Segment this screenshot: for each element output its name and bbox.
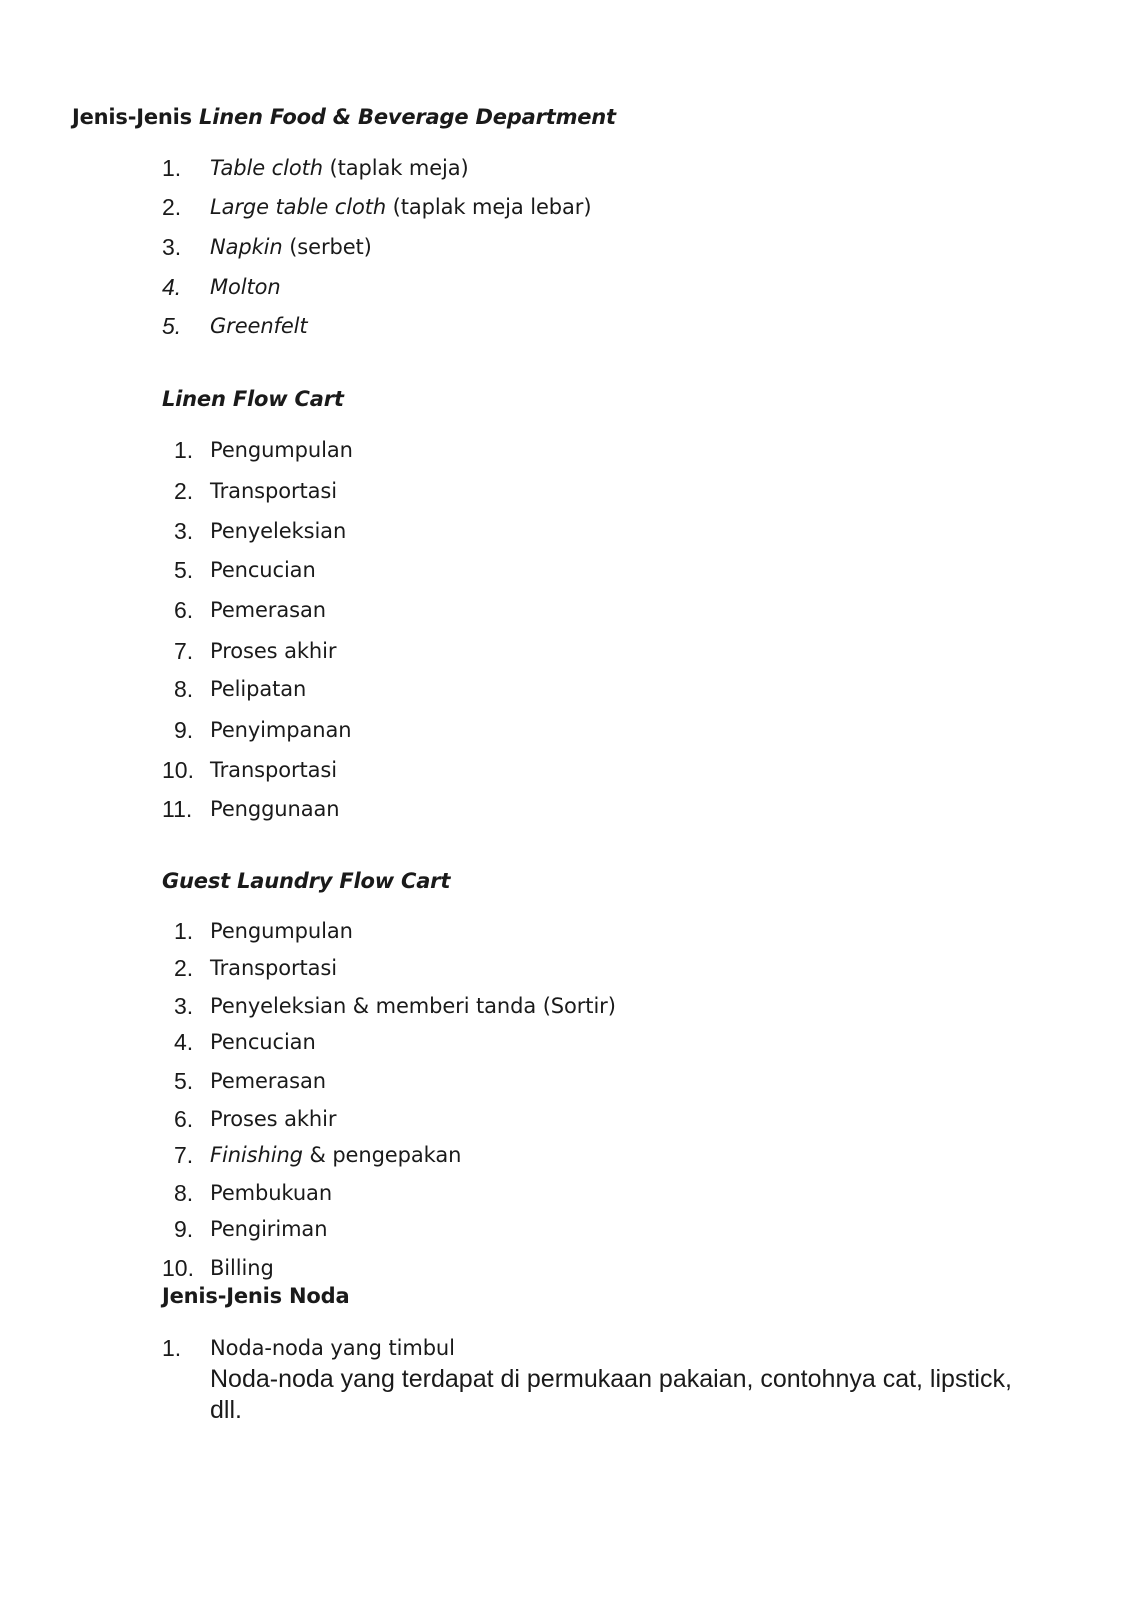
section-heading-linen-flow — [162, 386, 344, 412]
list-number: 3. — [174, 518, 194, 544]
list-number: 7. — [174, 1142, 194, 1168]
list-text: Noda-noda yang timbul — [210, 1336, 455, 1360]
heading-text: Jenis-Jenis Noda — [162, 1284, 350, 1308]
list-number: 1. — [174, 918, 194, 944]
list-text: Pengiriman — [210, 1217, 328, 1241]
list-number: 5. — [162, 313, 182, 339]
list-text: Proses akhir — [210, 639, 337, 663]
list-text: Penyeleksian & memberi tanda (Sortir) — [210, 994, 616, 1018]
list-text — [210, 193, 591, 221]
list-number: 8. — [174, 676, 194, 702]
list-number: 10. — [162, 1255, 194, 1281]
list-text-italic: Napkin — [210, 235, 283, 259]
list-number: 2. — [174, 955, 194, 981]
list-text: Proses akhir — [210, 1107, 337, 1131]
list-number: 4. — [174, 1029, 194, 1055]
list-text-italic: Table cloth — [210, 156, 323, 180]
list-text — [210, 154, 469, 182]
heading-italic-part: Linen Food & Beverage Department — [199, 105, 616, 129]
list-number: 7. — [174, 638, 194, 664]
list-text: Billing — [210, 1256, 274, 1280]
list-number: 5. — [174, 557, 194, 583]
list-text-plain: (taplak meja lebar) — [386, 195, 592, 219]
list-number: 10. — [162, 757, 194, 783]
list-number: 2. — [162, 194, 182, 220]
list-number: 5. — [174, 1068, 194, 1094]
list-text: Pencucian — [210, 558, 316, 582]
list-text: Transportasi — [210, 479, 337, 503]
list-number: 1. — [162, 1335, 182, 1361]
list-text-italic: Molton — [210, 275, 281, 299]
list-number: 8. — [174, 1180, 194, 1206]
list-number: 11. — [162, 796, 193, 822]
list-text: Pemerasan — [210, 598, 326, 622]
list-text: Pemerasan — [210, 1069, 326, 1093]
list-number: 3. — [162, 234, 182, 260]
list-text: Finishing & pengepakan — [210, 1143, 462, 1167]
list-text: Transportasi — [210, 758, 337, 782]
list-text: Penggunaan — [210, 797, 340, 821]
list-text: Pengumpulan — [210, 919, 353, 943]
list-number: 2. — [174, 478, 194, 504]
list-text: Transportasi — [210, 956, 337, 980]
list-text: Pelipatan — [210, 677, 307, 701]
section-heading-linen-types — [72, 104, 616, 130]
list-number: 9. — [174, 717, 194, 743]
list-text: Pengumpulan — [210, 438, 353, 462]
list-text-plain: (taplak meja) — [322, 156, 469, 180]
list-item-description: Noda-noda yang terdapat di permukaan pakaian, contohnya cat, lipstick, dll. — [210, 1365, 1012, 1424]
list-text-italic: Greenfelt — [210, 314, 308, 338]
list-text — [210, 233, 372, 261]
list-number: 6. — [174, 1106, 194, 1132]
heading-text: Linen Flow Cart — [162, 387, 344, 411]
list-number: 4. — [162, 274, 182, 300]
list-number: 1. — [162, 155, 182, 181]
list-number: 6. — [174, 597, 194, 623]
list-number: 3. — [174, 993, 194, 1019]
section-heading-guest-laundry-flow — [162, 868, 450, 894]
section-heading-stain-types — [162, 1283, 349, 1309]
list-text: Pembukuan — [210, 1181, 333, 1205]
heading-text: Guest Laundry Flow Cart — [162, 869, 451, 893]
list-text — [210, 312, 308, 340]
list-text: Penyeleksian — [210, 519, 347, 543]
list-text: Pencucian — [210, 1030, 316, 1054]
list-number: 9. — [174, 1216, 194, 1242]
list-text-italic: Large table cloth — [210, 195, 387, 219]
heading-plain-part: Jenis-Jenis — [72, 105, 200, 129]
list-text — [210, 273, 281, 301]
list-number: 1. — [174, 437, 194, 463]
list-text-plain: (serbet) — [282, 235, 372, 259]
list-text: Penyimpanan — [210, 718, 352, 742]
